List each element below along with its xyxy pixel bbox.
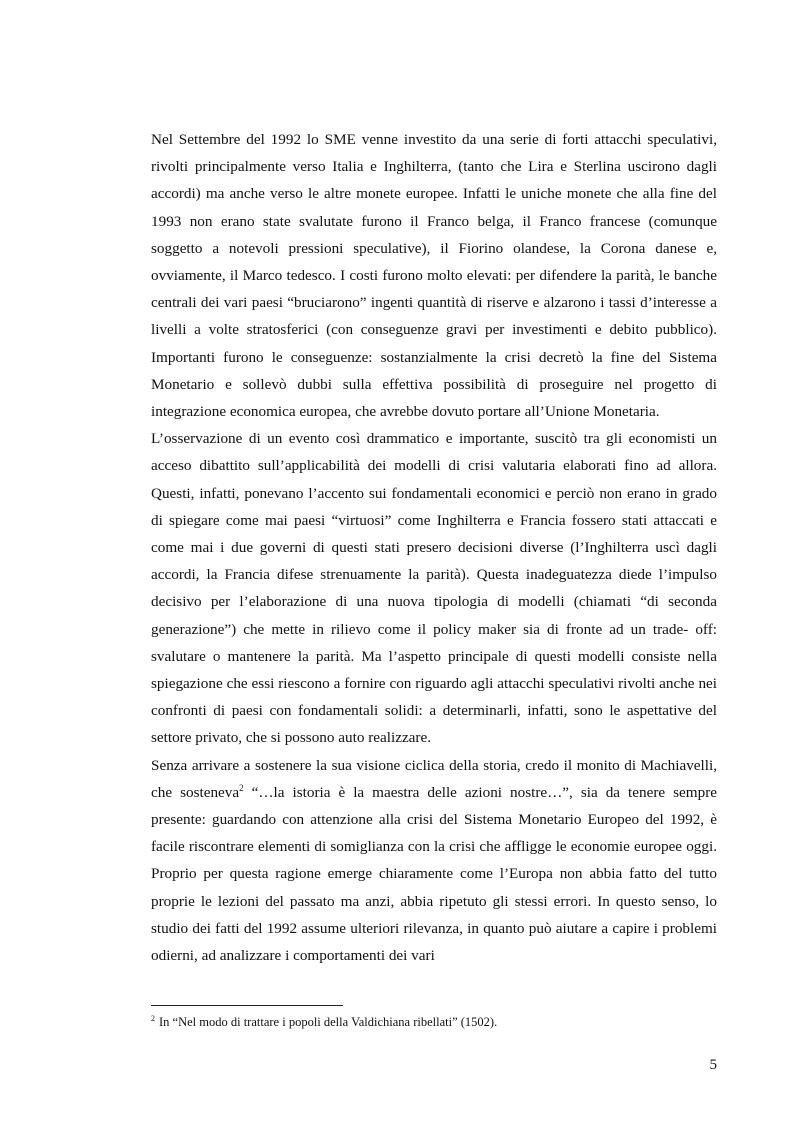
body-text xyxy=(151,126,717,969)
footnote-separator xyxy=(151,1005,343,1006)
paragraph-1: Nel Settembre del 1992 lo SME venne investito da una serie di forti attacchi speculativi, rivolti principalmente verso Italia e Inghilterra, (tanto che Lira e Sterlina uscirono dagli accordi) ma anche verso le altre monete europee. Infatti le uniche monete che alla fine del 1993 non erano state svalutate furono il Franco belga, il Franco francese (comunque soggetto a notevoli pressioni speculative), il Fiorino olandese, la Corona danese e, ovviamente, il Marco tedesco. I costi furono molto elevati: per difendere la parità, le banche centrali dei vari paesi “bruciarono” ingenti quantità di riserve e alzarono i tassi d’interesse a livelli a volte stratosferici (con conseguenze gravi per investimenti e debito pubblico). Importanti furono le conseguenze: sostanzialmente la crisi decretò la fine del Sistema Monetario e sollevò dubbi sulla effettiva possibilità di proseguire nel progetto di integrazione economica europea, che avrebbe dovuto portare all’Unione Monetaria. xyxy=(151,131,717,421)
paragraph-2: L’osservazione di un evento così drammatico e importante, suscitò tra gli economisti un acceso dibattito sull’applicabilità dei modelli di crisi valutaria elaborati fino ad allora. Questi, infatti, ponevano l’accento sui fondamentali economici e perciò non erano in grado di spiegare come mai paesi “virtuosi” come Inghilterra e Francia fossero stati attaccati e come mai i due governi di questi stati presero decisioni diverse (l’Inghilterra uscì dagli accordi, la Francia difese strenuamente la parità). Questa inadeguatezza diede l’impulso decisivo per l’elaborazione di una nuova tipologia di modelli (chiamati “di seconda generazione”) che mette in rilievo come il policy maker sia di fronte ad un trade- off: svalutare o mantenere la parità. Ma l’aspetto principale di questi modelli consiste nella spiegazione che essi riescono a fornire con riguardo agli attacchi speculativi rivolti anche nei confronti di paesi con fondamentali solidi: a determinarli, infatti, sono le aspettative del settore privato, che si possono auto realizzare. xyxy=(151,430,717,747)
page-number: 5 xyxy=(709,1057,717,1073)
footnote-text: In “Nel modo di trattare i popoli della Valdichiana ribellati” (1502). xyxy=(159,1015,498,1029)
paragraph-3 xyxy=(151,752,717,970)
footnote xyxy=(151,1014,717,1030)
paragraph-3-text-start: Senza arrivare a sostenere la sua visione ciclica della storia, credo il monito di Machiavelli, che sosteneva xyxy=(151,756,717,801)
paragraph-3-text-end: “…la istoria è la maestra delle azioni nostre…”, sia da tenere sempre presente: guardando con attenzione alla crisi del Sistema Monetario Europeo del 1992, è facile riscontrare elementi di somiglianza con la crisi che affligge le economie europee oggi. Proprio per questa ragione emerge chiaramente come l’Europa non abbia fatto del tutto proprie le lezioni del passato ma anzi, abbia ripetuto gli stessi errori. In questo senso, lo studio dei fatti del 1992 assume ulteriori rilevanza, in quanto può aiutare a capire i problemi odierni, ad analizzare i comportamenti dei vari xyxy=(151,783,717,965)
footnote-reference: 2 xyxy=(239,782,244,793)
footnote-marker: 2 xyxy=(151,1014,155,1023)
